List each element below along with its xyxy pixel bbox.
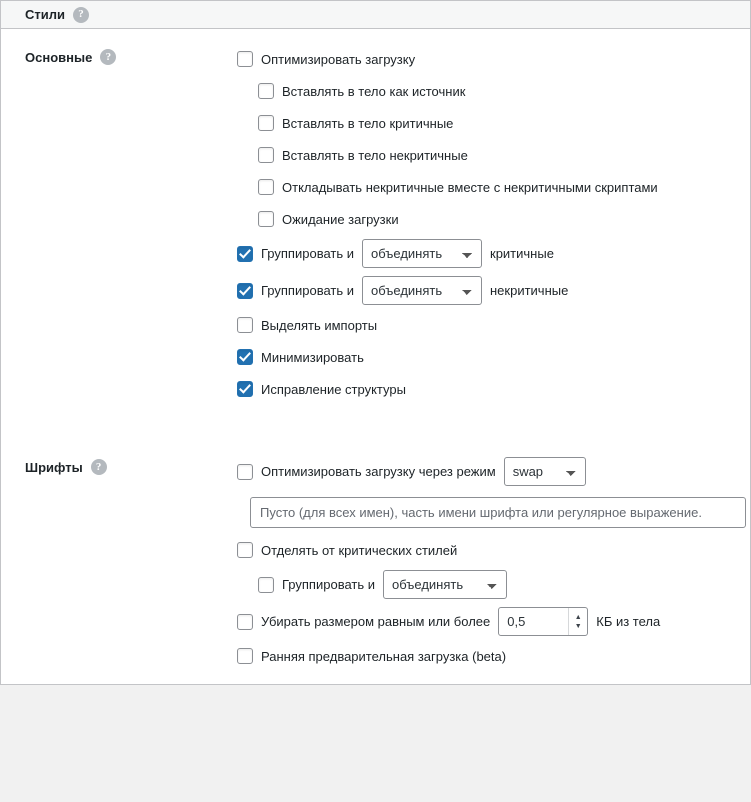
- label-early-preload[interactable]: Ранняя предварительная загрузка (beta): [261, 648, 507, 664]
- label-defer-noncritical[interactable]: Откладывать некритичные вместе с некритичными скриптами: [282, 179, 658, 195]
- label-inline-as-source[interactable]: Вставлять в тело как источник: [282, 83, 466, 99]
- row-minify: [237, 343, 750, 371]
- label-inline-critical[interactable]: Вставлять в тело критичные: [282, 115, 454, 131]
- help-icon[interactable]: ?: [73, 7, 89, 23]
- label-optimize-font-display[interactable]: Оптимизировать загрузку через режим: [261, 464, 496, 479]
- row-inline-noncritical: [237, 141, 750, 169]
- help-icon[interactable]: ?: [100, 49, 116, 65]
- label-minify[interactable]: Минимизировать: [261, 349, 364, 365]
- checkbox-defer-noncritical[interactable]: [258, 179, 274, 195]
- select-group-fonts-mode[interactable]: [383, 570, 507, 599]
- section-title-fonts: Шрифты: [25, 459, 83, 475]
- row-optimize-font-display: [237, 455, 750, 488]
- section-label-main: [1, 29, 237, 85]
- section-body-main: [237, 29, 750, 417]
- checkbox-inline-critical[interactable]: [258, 115, 274, 131]
- label-fix-structure[interactable]: Исправление структуры: [261, 381, 406, 397]
- row-remove-size: [237, 605, 750, 638]
- section-label-fonts: [1, 439, 237, 495]
- row-await-load: [237, 205, 750, 233]
- checkbox-separate-from-critical[interactable]: [237, 542, 253, 558]
- checkbox-group-critical[interactable]: [237, 246, 253, 262]
- checkbox-inline-as-source[interactable]: [258, 83, 274, 99]
- checkbox-optimize-load[interactable]: [237, 51, 253, 67]
- select-font-display-mode[interactable]: [504, 457, 586, 486]
- checkbox-group-noncritical[interactable]: [237, 283, 253, 299]
- row-fix-structure: [237, 375, 750, 403]
- suffix-group-critical: критичные: [490, 246, 554, 261]
- row-extract-imports: [237, 311, 750, 339]
- row-group-fonts: [237, 568, 750, 601]
- checkbox-inline-noncritical[interactable]: [258, 147, 274, 163]
- checkbox-minify[interactable]: [237, 349, 253, 365]
- row-font-pattern: [237, 492, 750, 532]
- section-body-fonts: [237, 439, 750, 684]
- label-separate-from-critical[interactable]: Отделять от критических стилей: [261, 542, 458, 558]
- section-fonts: [1, 439, 750, 684]
- suffix-group-noncritical: некритичные: [490, 283, 569, 298]
- label-group-critical[interactable]: Группировать и: [261, 246, 354, 261]
- row-inline-as-source: [237, 77, 750, 105]
- stepper-up-icon[interactable]: ▲: [574, 613, 582, 621]
- checkbox-early-preload[interactable]: [237, 648, 253, 664]
- checkbox-fix-structure[interactable]: [237, 381, 253, 397]
- row-optimize-load: [237, 45, 750, 73]
- select-group-critical-mode[interactable]: [362, 239, 482, 268]
- row-separate-from-critical: [237, 536, 750, 564]
- row-defer-noncritical: [237, 173, 750, 201]
- section-main: [1, 29, 750, 417]
- label-await-load[interactable]: Ожидание загрузки: [282, 211, 399, 227]
- help-icon[interactable]: ?: [91, 459, 107, 475]
- row-inline-critical: [237, 109, 750, 137]
- row-group-noncritical: [237, 274, 750, 307]
- checkbox-group-fonts[interactable]: [258, 577, 274, 593]
- section-title-main: Основные: [25, 49, 93, 65]
- font-pattern-input[interactable]: [250, 497, 746, 528]
- row-early-preload: [237, 642, 750, 670]
- panel-header: [1, 1, 750, 29]
- label-extract-imports[interactable]: Выделять импорты: [261, 317, 378, 333]
- page-title: Стили: [25, 7, 65, 22]
- stepper-buttons: [568, 608, 587, 635]
- label-inline-noncritical[interactable]: Вставлять в тело некритичные: [282, 147, 468, 163]
- label-optimize-load[interactable]: Оптимизировать загрузку: [261, 51, 416, 67]
- row-group-critical: [237, 237, 750, 270]
- size-threshold-stepper: [498, 607, 588, 636]
- checkbox-extract-imports[interactable]: [237, 317, 253, 333]
- checkbox-await-load[interactable]: [258, 211, 274, 227]
- suffix-remove-size: КБ из тела: [596, 614, 661, 629]
- checkbox-remove-size[interactable]: [237, 614, 253, 630]
- label-group-noncritical[interactable]: Группировать и: [261, 283, 354, 298]
- label-group-fonts[interactable]: Группировать и: [282, 577, 375, 592]
- stepper-down-icon[interactable]: ▼: [574, 622, 582, 630]
- checkbox-optimize-font-display[interactable]: [237, 464, 253, 480]
- select-group-noncritical-mode[interactable]: [362, 276, 482, 305]
- label-remove-size[interactable]: Убирать размером равным или более: [261, 614, 491, 629]
